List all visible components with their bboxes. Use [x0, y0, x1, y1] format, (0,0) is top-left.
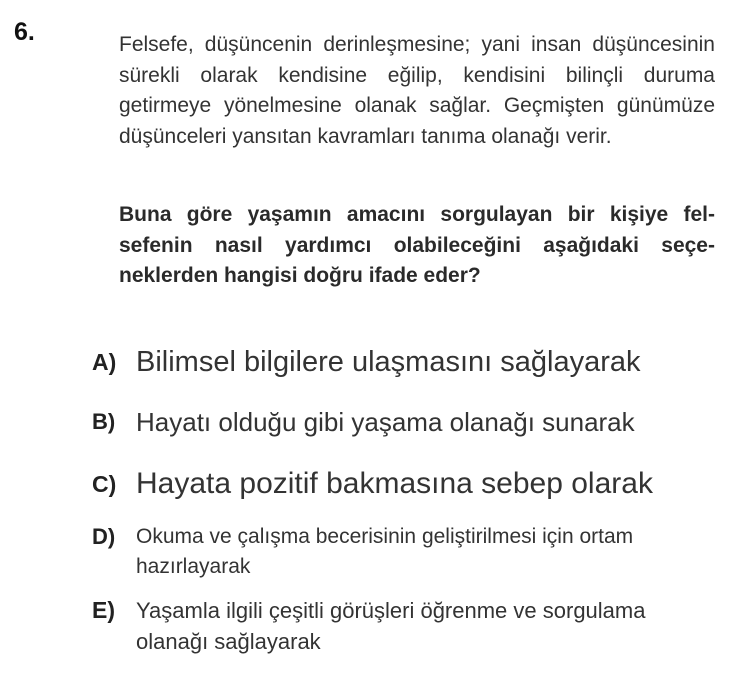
option-letter: C) [92, 471, 117, 497]
option-letter: A) [92, 349, 117, 375]
option-e[interactable] [92, 595, 721, 657]
option-letter: B) [92, 409, 116, 434]
option-text: Bilimsel bilgilere ulaşmasını sağlayarak [136, 346, 641, 378]
question-prompt: Buna göre yaşamın amacını sorgulayan bir kişiye felsefenin nasıl yardımcı olabileceğini aşağıdaki seçeneklerden hangisi doğru ifade eder? [119, 203, 715, 287]
question-stem: Felsefe, düşüncenin derinleşmesine; yani insan düşüncesinin sürekli olarak kendisine eğilip, kendisini bilinçli duruma getirmeye yönelmesine olanak sağlar. Geçmişten günümüze düşünceleri yansıtan kavramları tanıma olanağı verir. [119, 33, 715, 148]
option-text: Okuma ve çalışma becerisinin geliştirilmesi için ortam hazırlayarak [136, 525, 634, 578]
option-a[interactable] [92, 342, 640, 382]
option-text: Hayata pozitif bakmasına sebep olarak [136, 467, 653, 500]
option-text: Yaşamla ilgili çeşitli görüşleri öğrenme ve sorgulama olanağı sağlayarak [136, 598, 646, 654]
option-d[interactable] [92, 522, 716, 582]
option-c[interactable] [92, 462, 653, 506]
option-text: Hayatı olduğu gibi yaşama olanağı sunarak [136, 407, 635, 437]
option-letter: D) [92, 524, 116, 549]
option-letter: E) [92, 597, 115, 623]
question-number: 6. [14, 18, 35, 46]
option-b[interactable] [92, 404, 635, 440]
